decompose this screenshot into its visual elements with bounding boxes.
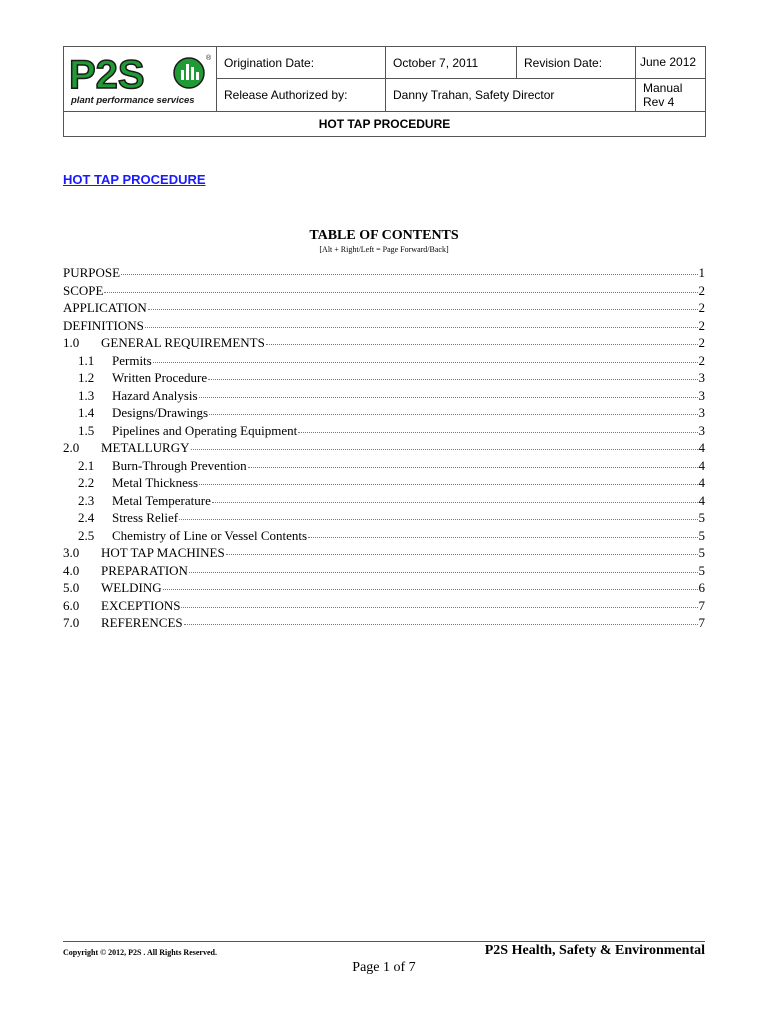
toc-dot-leader bbox=[189, 562, 698, 573]
toc-dot-leader bbox=[226, 544, 698, 555]
header-title: HOT TAP PROCEDURE bbox=[64, 112, 706, 137]
toc-entry[interactable] bbox=[63, 265, 705, 283]
toc-entry[interactable] bbox=[63, 528, 705, 546]
toc-dot-leader bbox=[248, 457, 698, 468]
toc-entry-page: 4 bbox=[698, 475, 705, 490]
toc-entry-page: 4 bbox=[698, 457, 705, 473]
toc-entry[interactable] bbox=[63, 318, 705, 336]
toc-hint: [Alt + Right/Left = Page Forward/Back] bbox=[319, 245, 449, 254]
toc-entry-number: 1.3 bbox=[78, 387, 95, 403]
toc-entry[interactable] bbox=[63, 283, 705, 301]
toc-dot-leader bbox=[208, 369, 697, 380]
toc-entry-number: 4.0 bbox=[63, 562, 80, 578]
origination-label: Origination Date: bbox=[217, 47, 386, 79]
toc-dot-leader bbox=[199, 387, 698, 398]
toc-entry-label: WELDING bbox=[101, 580, 162, 595]
toc-entry-label: Metal Temperature bbox=[112, 492, 211, 508]
toc-dot-leader bbox=[191, 439, 698, 450]
release-label: Release Authorized by: bbox=[217, 79, 386, 112]
toc-entry-label: Permits bbox=[112, 352, 152, 368]
toc-entry-label: Hazard Analysis bbox=[112, 387, 198, 403]
release-value: Danny Trahan, Safety Director bbox=[386, 79, 636, 112]
toc-entry[interactable] bbox=[63, 335, 705, 353]
toc-entry-page: 6 bbox=[698, 580, 705, 595]
toc-entry-page: 7 bbox=[698, 615, 705, 630]
toc-entry-page: 7 bbox=[698, 597, 705, 613]
revision-label: Revision Date: bbox=[517, 47, 636, 79]
toc-entry-page: 2 bbox=[698, 317, 705, 333]
toc-entry[interactable] bbox=[63, 458, 705, 476]
toc-entry-page: 1 bbox=[698, 265, 705, 280]
page-number: Page 1 of 7 bbox=[352, 960, 416, 975]
toc-entry-page: 4 bbox=[698, 492, 705, 508]
toc-entry-number: 2.3 bbox=[78, 492, 95, 508]
toc-entry[interactable] bbox=[63, 598, 705, 616]
document-header-table bbox=[63, 46, 706, 137]
toc-entry-label: PURPOSE bbox=[63, 265, 121, 280]
toc-entry-number: 7.0 bbox=[63, 615, 80, 630]
toc-dot-leader bbox=[212, 492, 698, 503]
toc-title: TABLE OF CONTENTS bbox=[309, 228, 459, 243]
toc-entry-label: Stress Relief bbox=[112, 510, 179, 525]
toc-entry-label: Burn-Through Prevention bbox=[112, 457, 247, 473]
toc-entry[interactable] bbox=[63, 615, 705, 633]
toc-entry-number: 1.4 bbox=[78, 405, 95, 420]
toc-dot-leader bbox=[145, 317, 698, 328]
toc-entry-number: 3.0 bbox=[63, 545, 80, 560]
toc-entry-page: 4 bbox=[698, 440, 705, 455]
toc-entry[interactable] bbox=[63, 440, 705, 458]
toc-entry[interactable] bbox=[63, 353, 705, 371]
toc-entry[interactable] bbox=[63, 300, 705, 318]
toc-entry-number: 2.2 bbox=[78, 475, 95, 490]
toc-entry[interactable] bbox=[63, 493, 705, 511]
toc-dot-leader bbox=[148, 299, 698, 310]
toc-entry-label: Pipelines and Operating Equipment bbox=[112, 422, 298, 438]
toc-entry[interactable] bbox=[63, 370, 705, 388]
manual-rev: Manual Rev 4 bbox=[636, 79, 706, 112]
origination-value: October 7, 2011 bbox=[386, 47, 517, 79]
table-of-contents bbox=[63, 265, 705, 633]
toc-entry-label: GENERAL REQUIREMENTS bbox=[101, 335, 265, 350]
toc-entry-page: 5 bbox=[698, 527, 705, 543]
toc-entry-number: 1.1 bbox=[78, 352, 95, 368]
toc-entry-number: 5.0 bbox=[63, 580, 80, 595]
toc-entry-page: 2 bbox=[698, 300, 705, 315]
toc-entry-label: DEFINITIONS bbox=[63, 317, 144, 333]
toc-dot-leader bbox=[121, 264, 697, 275]
toc-dot-leader bbox=[104, 282, 697, 293]
logo-tagline: plant performance services bbox=[71, 95, 195, 106]
toc-dot-leader bbox=[179, 509, 697, 520]
toc-entry-number: 1.5 bbox=[78, 422, 95, 438]
toc-entry-label: PREPARATION bbox=[101, 562, 188, 578]
toc-entry-number: 6.0 bbox=[63, 597, 80, 613]
footer-divider bbox=[63, 941, 705, 942]
toc-entry-page: 2 bbox=[698, 282, 705, 298]
toc-entry-label: Designs/Drawings bbox=[112, 405, 209, 420]
footer-copyright: Copyright © 2012, P2S . All Rights Reserved. bbox=[63, 948, 217, 957]
toc-entry-label: APPLICATION bbox=[63, 300, 147, 315]
toc-dot-leader bbox=[209, 404, 697, 415]
toc-entry-label: METALLURGY bbox=[101, 440, 190, 455]
toc-entry[interactable] bbox=[63, 545, 705, 563]
revision-value: June 2012 bbox=[636, 47, 706, 79]
toc-entry-number: 2.4 bbox=[78, 510, 95, 525]
toc-entry-label: Written Procedure bbox=[112, 370, 208, 385]
toc-entry-number: 1.2 bbox=[78, 370, 95, 385]
toc-dot-leader bbox=[199, 474, 697, 485]
toc-entry-number: 2.5 bbox=[78, 527, 95, 543]
toc-entry-number: 2.0 bbox=[63, 440, 80, 455]
toc-dot-leader bbox=[298, 422, 697, 433]
toc-entry-page: 5 bbox=[698, 510, 705, 525]
registered-mark: ® bbox=[206, 55, 212, 62]
toc-entry-label: REFERENCES bbox=[101, 615, 183, 630]
logo-letters: P2S bbox=[69, 53, 145, 97]
toc-entry-label: Metal Thickness bbox=[112, 475, 199, 490]
toc-dot-leader bbox=[308, 527, 697, 538]
toc-entry[interactable] bbox=[63, 475, 705, 493]
p2s-logo bbox=[67, 50, 213, 108]
toc-entry-page: 3 bbox=[698, 422, 705, 438]
toc-entry-page: 5 bbox=[698, 545, 705, 560]
toc-dot-leader bbox=[163, 579, 698, 590]
footer-organization: P2S Health, Safety & Environmental bbox=[484, 943, 705, 958]
toc-entry[interactable] bbox=[63, 405, 705, 423]
toc-entry-page: 3 bbox=[698, 370, 705, 385]
toc-entry-page: 2 bbox=[698, 335, 705, 350]
logo-cell bbox=[64, 47, 217, 112]
toc-entry[interactable] bbox=[63, 580, 705, 598]
toc-entry-number: 2.1 bbox=[78, 457, 95, 473]
toc-entry-page: 5 bbox=[698, 562, 705, 578]
toc-entry-label: EXCEPTIONS bbox=[101, 597, 181, 613]
toc-entry[interactable] bbox=[63, 510, 705, 528]
toc-entry[interactable] bbox=[63, 388, 705, 406]
toc-dot-leader bbox=[153, 352, 698, 363]
toc-entry[interactable] bbox=[63, 563, 705, 581]
toc-entry-label: Chemistry of Line or Vessel Contents bbox=[112, 527, 308, 543]
toc-entry-label: HOT TAP MACHINES bbox=[101, 545, 225, 560]
toc-dot-leader bbox=[184, 614, 698, 625]
toc-entry[interactable] bbox=[63, 423, 705, 441]
toc-entry-page: 3 bbox=[698, 387, 705, 403]
toc-dot-leader bbox=[181, 597, 697, 608]
toc-entry-label: SCOPE bbox=[63, 282, 104, 298]
toc-entry-number: 1.0 bbox=[63, 335, 80, 350]
toc-entry-page: 3 bbox=[698, 405, 705, 420]
toc-entry-page: 2 bbox=[698, 352, 705, 368]
toc-dot-leader bbox=[266, 334, 698, 345]
p2s-logo-graphic bbox=[67, 50, 213, 108]
hot-tap-procedure-link[interactable]: HOT TAP PROCEDURE bbox=[63, 172, 206, 187]
